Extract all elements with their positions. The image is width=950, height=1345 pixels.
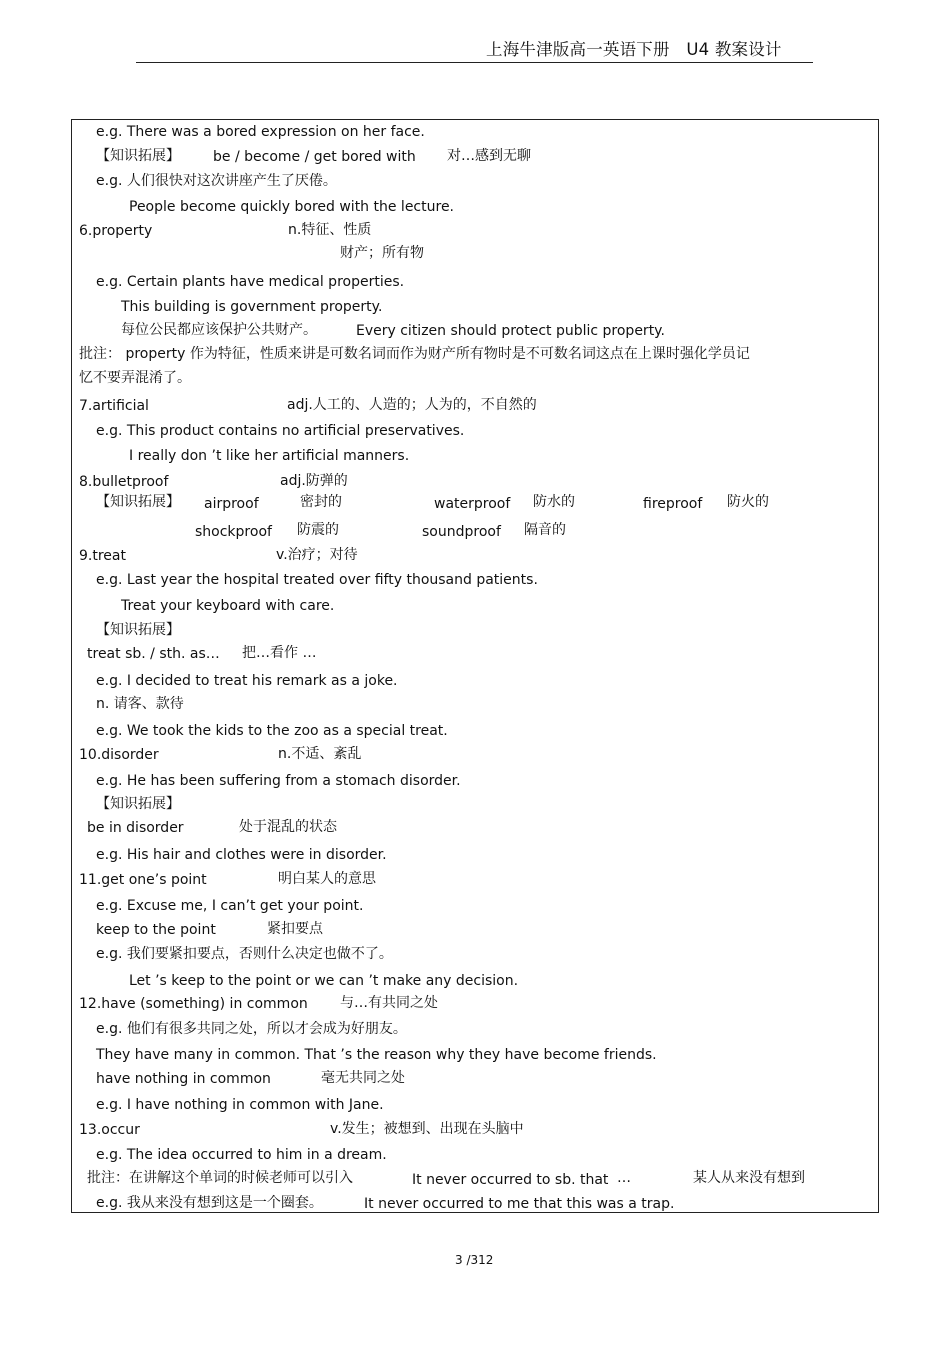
text-line: e.g. I decided to treat his remark as a joke. <box>96 673 398 689</box>
text-line: e.g. I have nothing in common with Jane. <box>96 1097 384 1113</box>
text-line: 8.bulletproof <box>79 474 169 490</box>
text-line: keep to the point <box>96 922 216 938</box>
text-line: 【知识拓展】 <box>96 796 180 812</box>
text-line: e.g. 他们有很多共同之处，所以才会成为好朋友。 <box>96 1021 407 1037</box>
text-line: It never occurred to sb. that <box>412 1172 609 1188</box>
text-line: 【知识拓展】 <box>96 622 180 638</box>
text-line: e.g. 我们要紧扣要点，否则什么决定也做不了。 <box>96 946 393 962</box>
text-line: 12.have (something) in common <box>79 996 308 1012</box>
text-line: … <box>617 1170 631 1186</box>
header-divider <box>136 62 813 63</box>
text-line: fireproof <box>643 496 703 512</box>
text-line: 【知识拓展】 <box>96 494 180 510</box>
text-line: n.不适、紊乱 <box>278 746 362 762</box>
text-line: 隔音的 <box>524 522 566 538</box>
text-line: 密封的 <box>300 494 342 510</box>
text-line: adj.防弹的 <box>280 473 348 489</box>
text-line: 防震的 <box>297 522 339 538</box>
text-line: 批注： property 作为特征，性质来讲是可数名词而作为财产所有物时是不可数名词这点在上课时强化学员记 <box>79 346 750 362</box>
text-line: 处于混乱的状态 <box>239 819 337 835</box>
text-line: It never occurred to me that this was a trap. <box>364 1196 675 1212</box>
text-line: 财产；所有物 <box>340 245 424 261</box>
text-line: 11.get one’s point <box>79 872 207 888</box>
text-line: v.治疗；对待 <box>276 547 358 563</box>
text-line: waterproof <box>434 496 511 512</box>
text-line: e.g. We took the kids to the zoo as a special treat. <box>96 723 448 739</box>
text-line: 毫无共同之处 <box>321 1070 405 1086</box>
text-line: e.g. His hair and clothes were in disorder. <box>96 847 387 863</box>
text-line: e.g. The idea occurred to him in a dream. <box>96 1147 387 1163</box>
text-line: n. 请客、款待 <box>96 696 184 712</box>
text-line: 13.occur <box>79 1122 140 1138</box>
text-line: 每位公民都应该保护公共财产。 <box>121 322 317 338</box>
text-line: adj.人工的、人造的；人为的，不自然的 <box>287 397 537 413</box>
text-line: Treat your keyboard with care. <box>121 598 335 614</box>
text-line: airproof <box>204 496 259 512</box>
text-line: shockproof <box>195 524 272 540</box>
header-title: 上海牛津版高一英语下册 U4 教案设计 <box>486 40 782 59</box>
text-line: 10.disorder <box>79 747 159 763</box>
text-line: e.g. Certain plants have medical properties. <box>96 274 405 290</box>
text-line: v.发生；被想到、出现在头脑中 <box>330 1121 524 1137</box>
text-line: n.特征、性质 <box>288 222 372 238</box>
text-line: 忆不要弄混淆了。 <box>79 370 191 386</box>
text-line: e.g. 我从来没有想到这是一个圈套。 <box>96 1195 323 1211</box>
text-line: 与…有共同之处 <box>340 995 438 1011</box>
text-line: 对…感到无聊 <box>447 148 531 164</box>
text-line: Let ’s keep to the point or we can ’t make any decision. <box>129 973 519 989</box>
text-line: 防火的 <box>727 494 769 510</box>
text-line: e.g. Excuse me, I can’t get your point. <box>96 898 364 914</box>
text-line: 7.artificial <box>79 398 149 414</box>
text-line: 防水的 <box>533 494 575 510</box>
text-line: e.g. This product contains no artificial preservatives. <box>96 423 465 439</box>
text-line: They have many in common. That ’s the reason why they have become friends. <box>96 1047 657 1063</box>
text-line: soundproof <box>422 524 501 540</box>
page-number: 3 /312 <box>455 1253 494 1267</box>
text-line: e.g. There was a bored expression on her face. <box>96 124 425 140</box>
text-line: treat sb. / sth. as… <box>87 646 220 662</box>
text-line: I really don ’t like her artificial manners. <box>129 448 410 464</box>
text-line: 某人从来没有想到 <box>693 1170 805 1186</box>
text-line: 紧扣要点 <box>267 921 323 937</box>
text-line: be in disorder <box>87 820 184 836</box>
text-line: 【知识拓展】 <box>96 148 180 164</box>
text-line: 把…看作 … <box>242 645 317 661</box>
text-line: This building is government property. <box>121 299 383 315</box>
text-line: e.g. He has been suffering from a stomach disorder. <box>96 773 461 789</box>
text-line: 6.property <box>79 223 153 239</box>
text-line: 9.treat <box>79 548 126 564</box>
text-line: be / become / get bored with <box>213 149 416 165</box>
text-line: have nothing in common <box>96 1071 271 1087</box>
text-line: Every citizen should protect public property. <box>356 323 665 339</box>
text-line: 明白某人的意思 <box>278 871 376 887</box>
text-line: 批注：在讲解这个单词的时候老师可以引入 <box>87 1170 353 1186</box>
text-line: People become quickly bored with the lecture. <box>129 199 455 215</box>
text-line: e.g. 人们很快对这次讲座产生了厌倦。 <box>96 173 337 189</box>
text-line: e.g. Last year the hospital treated over fifty thousand patients. <box>96 572 538 588</box>
